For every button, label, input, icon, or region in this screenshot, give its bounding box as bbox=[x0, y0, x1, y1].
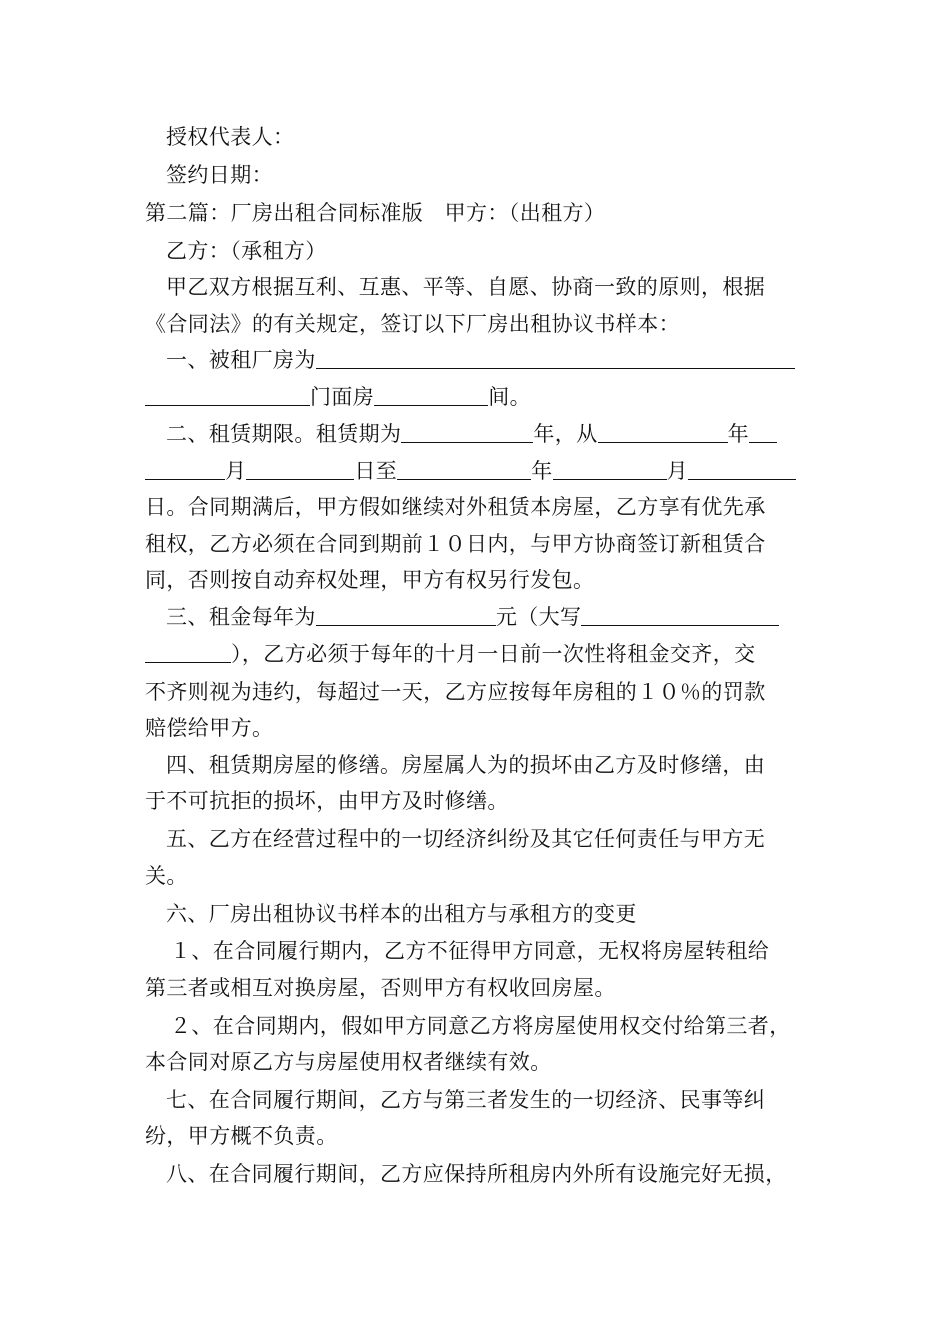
text-fragment: ），乙方必须于每年的十月一日前一次性将租金交齐，交 bbox=[231, 642, 756, 666]
text-fragment: 纷，甲方概不负责。 bbox=[145, 1124, 338, 1148]
text-line bbox=[145, 492, 766, 522]
fill-blank bbox=[246, 457, 354, 480]
text-fragment: 甲乙双方根据互利、互惠、平等、自愿、协商一致的原则，根据 bbox=[166, 275, 766, 299]
text-fragment: 日。合同期满后，甲方假如继续对外租赁本房屋，乙方享有优先承 bbox=[145, 495, 766, 519]
text-fragment: 关。 bbox=[145, 864, 188, 888]
text-line bbox=[166, 602, 779, 632]
text-line bbox=[166, 236, 327, 266]
text-fragment: 第三者或相互对换房屋，否则甲方有权收回房屋。 bbox=[145, 976, 616, 1000]
text-fragment: 八、在合同履行期间，乙方应保持所租房内外所有设施完好无损， bbox=[166, 1162, 787, 1186]
text-line bbox=[166, 824, 765, 854]
text-fragment: 一、被租厂房为 bbox=[166, 348, 316, 372]
fill-blank bbox=[145, 640, 231, 663]
text-line bbox=[145, 1047, 552, 1077]
fill-blank bbox=[688, 457, 796, 480]
text-fragment: 《合同法》的有关规定，签订以下厂房出租协议书样本： bbox=[145, 312, 680, 336]
text-line bbox=[145, 786, 509, 816]
text-fragment: 于不可抗拒的损坏，由甲方及时修缮。 bbox=[145, 789, 509, 813]
text-line bbox=[145, 973, 616, 1003]
text-line bbox=[166, 160, 273, 190]
text-line bbox=[166, 419, 777, 449]
text-line bbox=[145, 713, 273, 743]
fill-blank bbox=[749, 420, 777, 443]
text-fragment: 六、厂房出租协议书样本的出租方与承租方的变更 bbox=[166, 902, 637, 926]
text-fragment: ２、在合同期内，假如甲方同意乙方将房屋使用权交付给第三者， bbox=[170, 1014, 791, 1038]
text-fragment: 间。 bbox=[488, 385, 532, 409]
text-fragment: 元（大写 bbox=[495, 605, 582, 629]
text-line bbox=[166, 345, 795, 375]
fill-blank bbox=[145, 383, 310, 406]
text-fragment: 赔偿给甲方。 bbox=[145, 716, 274, 740]
text-fragment: 月 bbox=[666, 459, 689, 483]
text-fragment: 年 bbox=[531, 459, 553, 483]
text-line bbox=[166, 122, 294, 152]
text-fragment: 日至 bbox=[354, 459, 398, 483]
fill-blank bbox=[598, 420, 728, 443]
text-line bbox=[145, 1121, 338, 1151]
text-fragment: 不齐则视为违约，每超过一天，乙方应按每年房租的１０％的罚款 bbox=[145, 680, 766, 704]
text-line bbox=[145, 639, 756, 669]
text-line bbox=[145, 309, 680, 339]
text-fragment: 本合同对原乙方与房屋使用权者继续有效。 bbox=[145, 1050, 552, 1074]
text-fragment: 三、租金每年为 bbox=[166, 605, 316, 629]
fill-blank bbox=[374, 383, 488, 406]
section-heading bbox=[145, 198, 605, 228]
text-line bbox=[145, 677, 766, 707]
text-line bbox=[145, 456, 796, 486]
text-fragment: 门面房 bbox=[310, 385, 375, 409]
fill-blank bbox=[401, 420, 533, 443]
text-line bbox=[166, 1085, 765, 1115]
text-fragment: １、在合同履行期内，乙方不征得甲方同意，无权将房屋转租给 bbox=[170, 939, 770, 963]
text-fragment: 四、租赁期房屋的修缮。房屋属人为的损坏由乙方及时修缮，由 bbox=[166, 753, 766, 777]
text-line bbox=[170, 936, 769, 966]
text-fragment: 年 bbox=[727, 422, 750, 446]
text-fragment: 租权，乙方必须在合同到期前１０日内，与甲方协商签订新租赁合 bbox=[145, 532, 766, 556]
text-line bbox=[166, 1159, 787, 1189]
text-fragment: 同，否则按自动弃权处理，甲方有权另行发包。 bbox=[145, 568, 595, 592]
fill-blank bbox=[145, 457, 225, 480]
text-fragment: 年，从 bbox=[533, 422, 598, 446]
text-line bbox=[166, 272, 765, 302]
fill-blank bbox=[581, 603, 779, 626]
text-line bbox=[170, 1011, 791, 1041]
fill-blank bbox=[316, 603, 496, 626]
text-line bbox=[145, 382, 531, 412]
text-fragment: 五、乙方在经营过程中的一切经济纠纷及其它任何责任与甲方无 bbox=[166, 827, 766, 851]
text-fragment: 二、租赁期限。租赁期为 bbox=[166, 422, 402, 446]
text-line bbox=[145, 861, 188, 891]
text-line bbox=[145, 529, 766, 559]
fill-blank bbox=[553, 457, 667, 480]
fill-blank bbox=[397, 457, 531, 480]
text-fragment: 七、在合同履行期间，乙方与第三者发生的一切经济、民事等纠 bbox=[166, 1088, 766, 1112]
text-fragment: 授权代表人： bbox=[166, 125, 295, 149]
text-fragment: 签约日期： bbox=[166, 163, 273, 187]
text-line bbox=[166, 899, 637, 929]
text-fragment: 乙方：（承租方） bbox=[166, 239, 327, 263]
fill-blank bbox=[316, 346, 795, 369]
text-line bbox=[145, 565, 594, 595]
text-fragment: 第二篇：厂房出租合同标准版 甲方：（出租方） bbox=[145, 201, 606, 225]
text-fragment: 月 bbox=[225, 459, 247, 483]
text-line bbox=[166, 750, 765, 780]
